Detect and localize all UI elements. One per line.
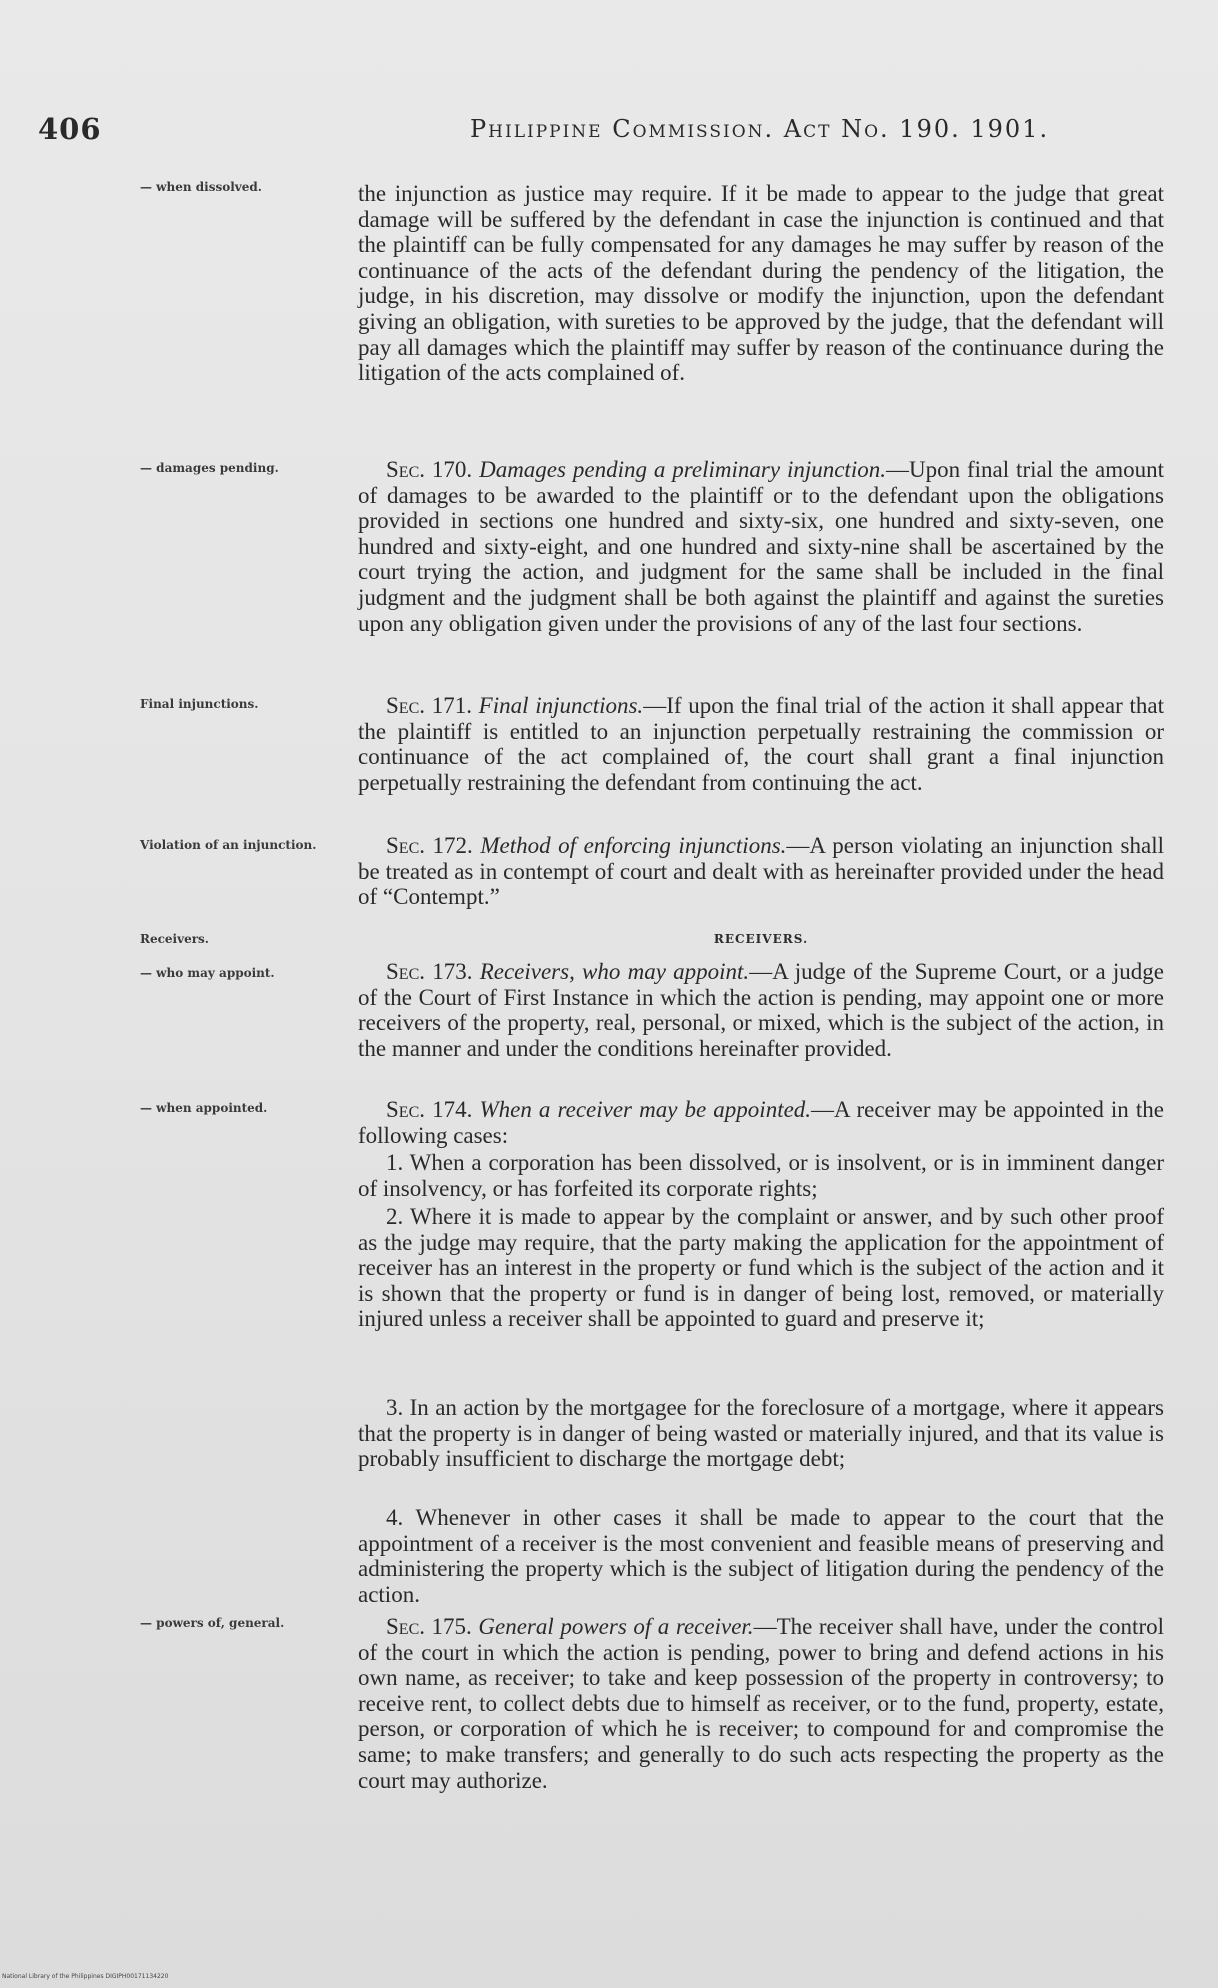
- receivers-heading: RECEIVERS.: [713, 932, 809, 946]
- section-173: Sec. 173. Receivers, who may appoint.—A judge of the Supreme Court, or a judge of the Court of First Instance in which the action is pending, may appoint one or more receivers of the property, real, personal, or mixed, which is the subject of the action, in the manner and under the conditions hereinafter provided.: [358, 959, 1165, 1061]
- section-175: Sec. 175. General powers of a receiver.—The receiver shall have, under the control of the court in which the action is pending, power to bring and defend actions in his own name, as receiver; to take and keep possession of the property in controversy; to receive rent, to collect debts due to himself as receiver, or to the fund, property, estate, person, or corporation of which he is receiver; to compound for and compromise the same; to make transfers; and generally to do such acts respecting the property as the court may authorize.: [358, 1614, 1164, 1793]
- list-item-4: 4. Whenever in other cases it shall be made to appear to the court that the appointment of a receiver is the most convenient and feasible means of preserving and administering the property which is the subject of litigation during the pendency of the action.: [358, 1505, 1164, 1607]
- margin-note-who-may-appoint: — who may appoint.: [140, 966, 275, 980]
- margin-note-violation: Violation of an injunction.: [140, 838, 317, 852]
- section-170: Sec. 170. Damages pending a preliminary injunction.—Upon final trial the amount of damages to be awarded to the plaintiff or to the defendant upon the obligations provided in sections one hundred and sixty-six, one hundred and sixty-seven, one hundred and sixty-eight, and one hundred and sixty-nine shall be ascertained by the court trying the action, and judgment for the same shall be included in the final judgment and the judgment shall be both against the plaintiff and against the sureties upon any obligation given under the provisions of any of the last four sections.: [358, 457, 1164, 636]
- margin-note-final-injunctions: Final injunctions.: [140, 697, 259, 711]
- margin-note-powers-general: — powers of, general.: [140, 1616, 285, 1630]
- scan-credit: National Library of the Philippines DIGIPH00171134220: [2, 1973, 169, 1980]
- margin-note-damages-pending: — damages pending.: [140, 461, 279, 475]
- section-174: Sec. 174. When a receiver may be appointed.—A receiver may be appointed in the following cases:: [358, 1097, 1164, 1148]
- margin-note-receivers: Receivers.: [140, 932, 209, 946]
- paragraph-continuation: the injunction as justice may require. If it be made to appear to the judge that great damage will be suffered by the defendant in case the injunction is continued and that the plaintiff can be fully compensated for any damages he may suffer by reason of the continuance of the acts of the defendant during the pendency of the litigation, the judge, in his discretion, may dissolve or modify the injunction, upon the defendant giving an obligation, with sureties to be approved by the judge, that the defendant will pay all damages which the plaintiff may suffer by reason of the continuance during the litigation of the acts complained of.: [358, 181, 1164, 386]
- section-171: Sec. 171. Final injunctions.—If upon the final trial of the action it shall appear that the plaintiff is entitled to an injunction perpetually restraining the commission or continuance of the act complained of, the court shall grant a final injunction perpetually restraining the defendant from continuing the act.: [358, 693, 1164, 795]
- list-item-3: 3. In an action by the mortgagee for the foreclosure of a mortgage, where it appears that the property is in danger of being wasted or materially injured, and that its value is probably insufficient to discharge the mortgage debt;: [358, 1395, 1164, 1472]
- section-172: Sec. 172. Method of enforcing injunctions.—A person violating an injunction shall be treated as in contempt of court and dealt with as hereinafter provided under the head of “Contempt.”: [358, 833, 1164, 910]
- list-item-1: 1. When a corporation has been dissolved, or is insolvent, or is in imminent danger of insolvency, or has forfeited its corporate rights;: [358, 1150, 1164, 1201]
- margin-note-when-dissolved: — when dissolved.: [140, 180, 262, 194]
- margin-note-when-appointed: — when appointed.: [140, 1101, 268, 1115]
- running-head: Philippine Commission. Act No. 190. 1901.: [470, 115, 1050, 143]
- list-item-2: 2. Where it is made to appear by the complaint or answer, and by such other proof as the judge may require, that the party making the application for the appointment of receiver has an interest in the property or fund which is the subject of the action and it is shown that the property or fund is in danger of being lost, removed, or materially injured unless a receiver shall be appointed to guard and preserve it;: [358, 1204, 1164, 1332]
- page-number: 406: [38, 112, 102, 146]
- page-header: [38, 112, 1158, 152]
